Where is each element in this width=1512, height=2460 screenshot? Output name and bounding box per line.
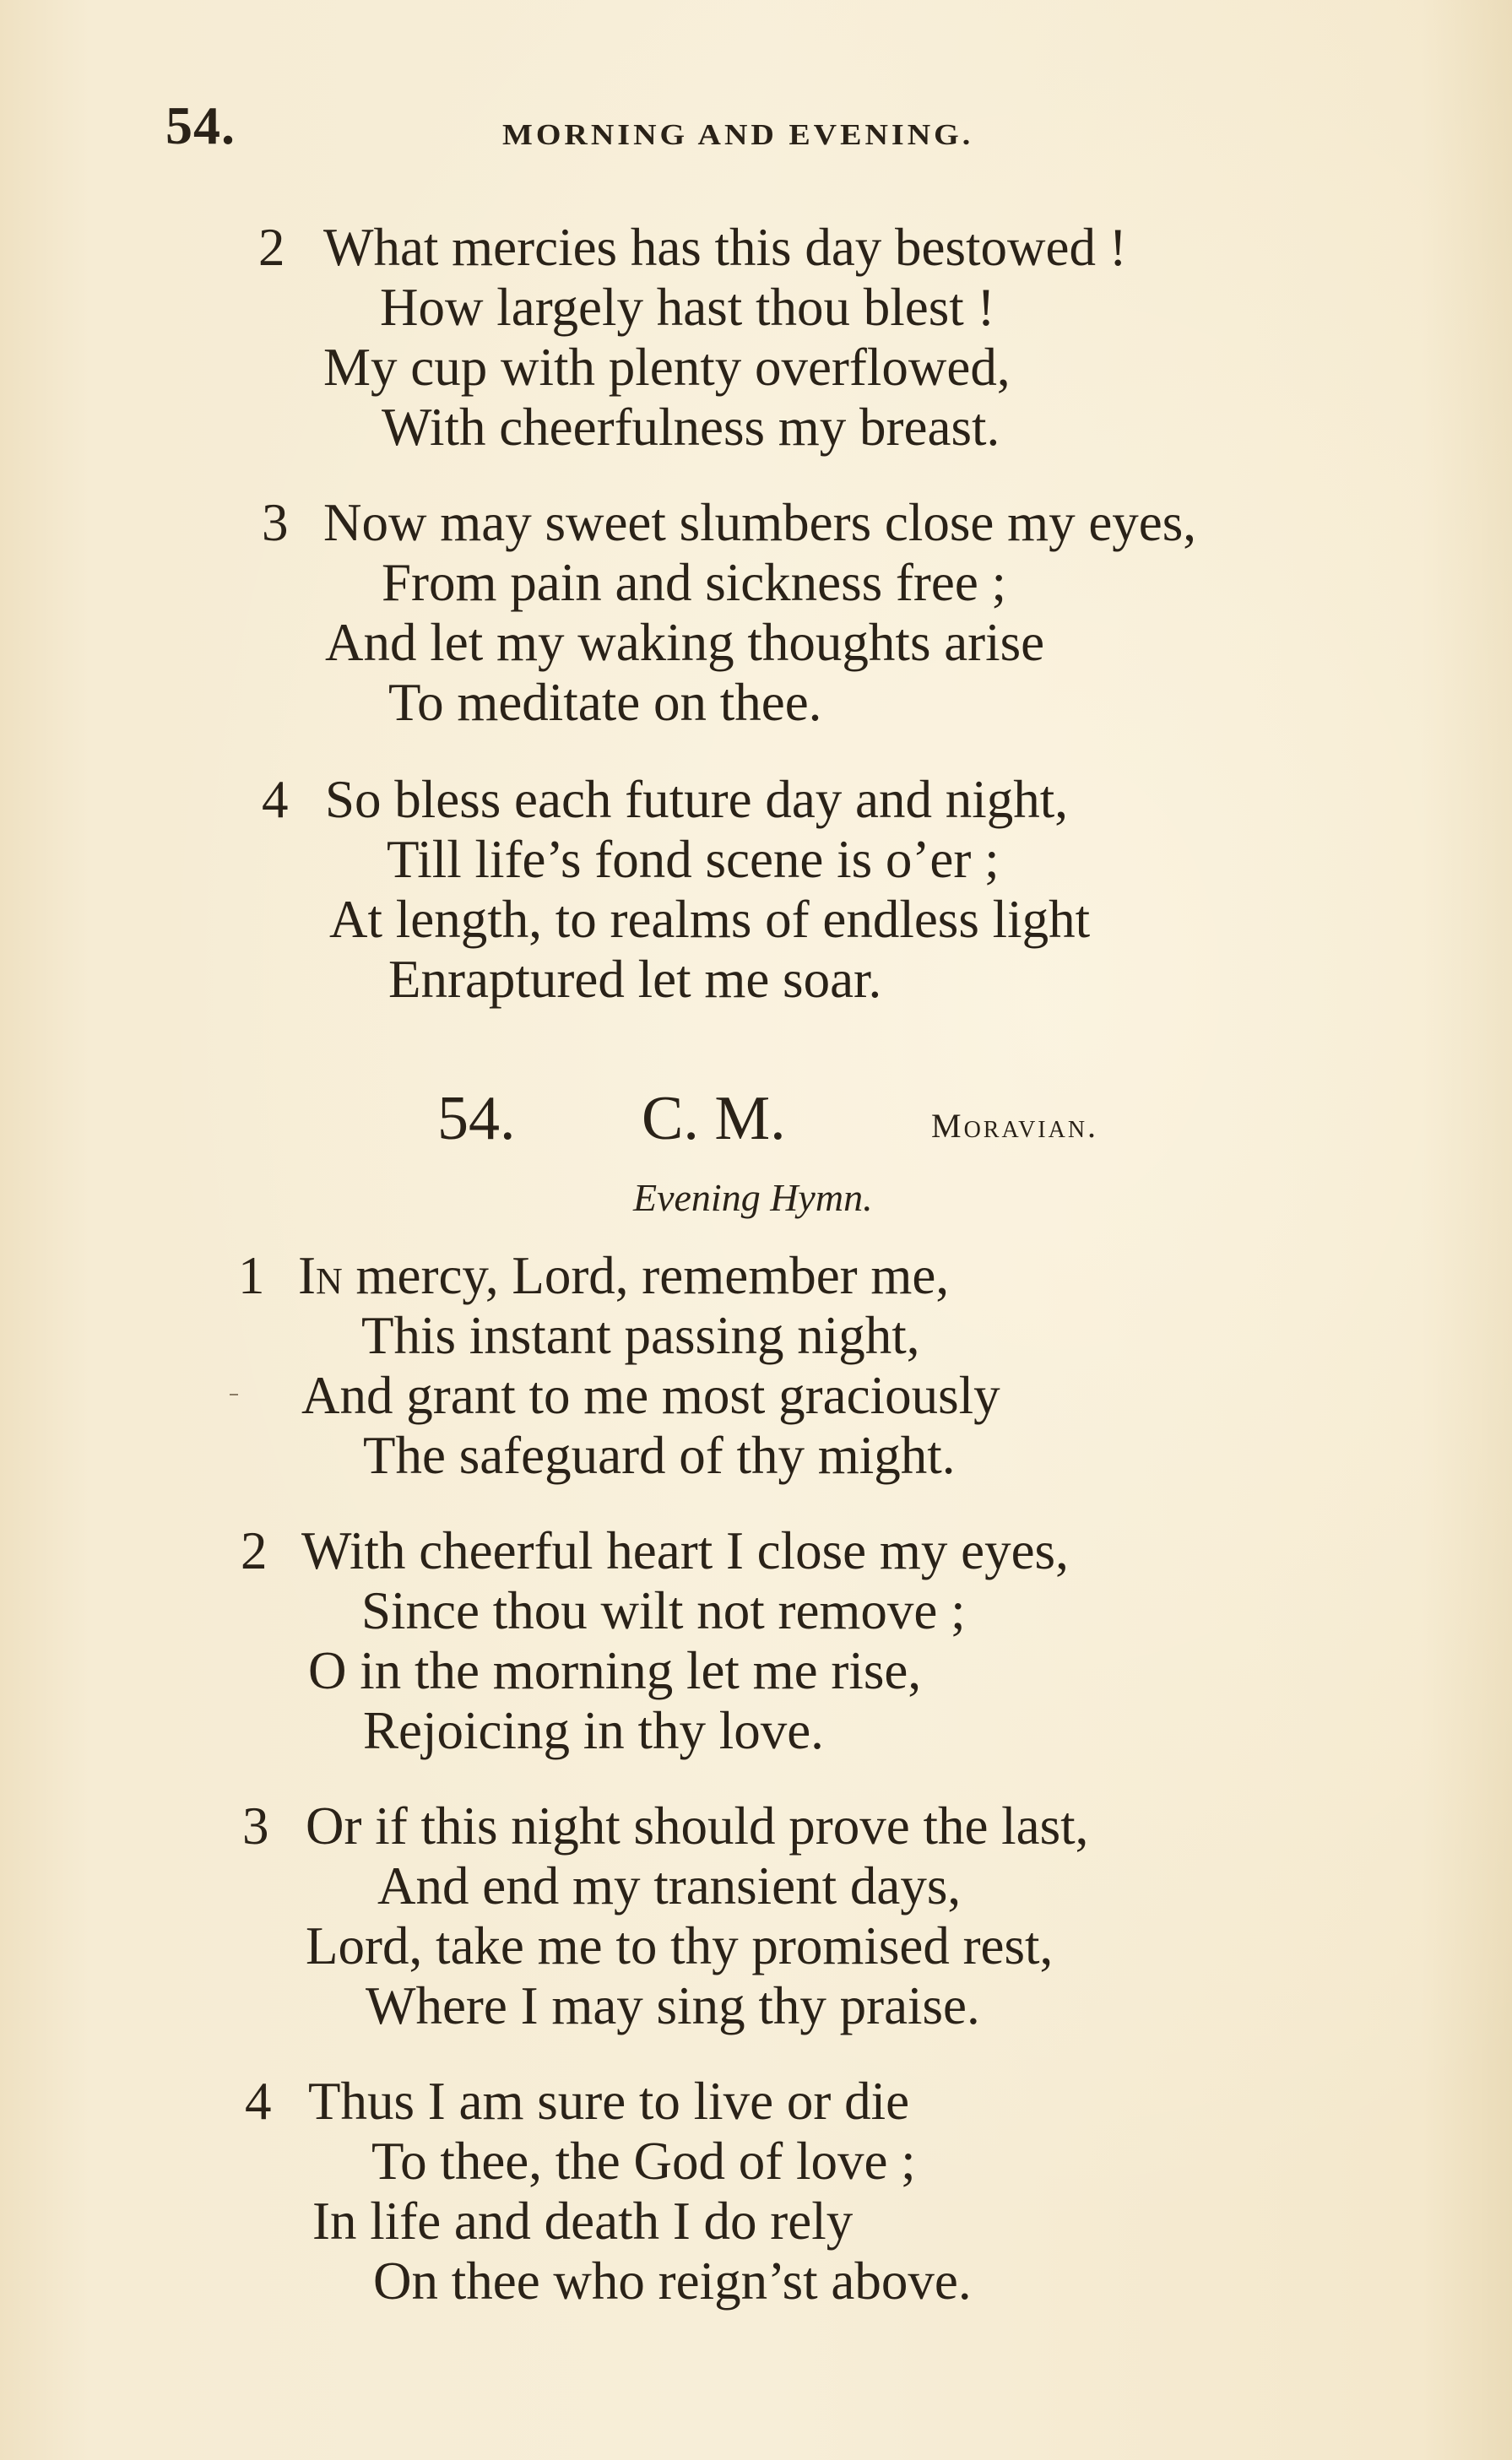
verse-number: 2 <box>241 1521 268 1580</box>
verse-line: So bless each future day and night, <box>325 770 1069 829</box>
verse-line: Enraptured let me soar. <box>388 950 882 1009</box>
verse-line: To meditate on thee. <box>388 673 822 732</box>
verse-line: On thee who reign’st above. <box>373 2251 972 2311</box>
verse-first-word: In <box>298 1246 343 1305</box>
verse-number: 1 <box>238 1246 265 1305</box>
verse-line: With cheerfulness my breast. <box>382 398 1000 457</box>
verse-line: Where I may sing thy praise. <box>366 1976 980 2035</box>
hymn-meter: C. M. <box>642 1084 786 1153</box>
verse-line: How largely hast thou blest ! <box>380 278 995 337</box>
verse-number: 4 <box>262 770 289 829</box>
hymn-tune: Moravian. <box>931 1107 1099 1145</box>
verse-line: What mercies has this day bestowed ! <box>323 218 1127 277</box>
verse-line: From pain and sickness free ; <box>382 553 1007 612</box>
verse-line: To thee, the God of love ; <box>371 2132 916 2191</box>
verse-number: 3 <box>242 1796 269 1856</box>
verse-line: Now may sweet slumbers close my eyes, <box>323 493 1197 552</box>
verse-line: At length, to realms of endless light <box>329 890 1091 949</box>
verse-line: With cheerful heart I close my eyes, <box>301 1521 1069 1580</box>
verse-line-rest: mercy, Lord, remember me, <box>342 1246 950 1305</box>
verse-line: Thus I am sure to live or die <box>308 2072 910 2131</box>
verse-line: And let my waking thoughts arise <box>325 613 1045 672</box>
verse-line: And grant to me most graciously <box>301 1366 1000 1425</box>
verse-line: Rejoicing in thy love. <box>363 1701 824 1760</box>
verse-line: O in the morning let me rise, <box>308 1641 922 1700</box>
page-number: 54. <box>165 95 236 155</box>
running-head: MORNING AND EVENING. <box>502 118 974 152</box>
verse-line: Or if this night should prove the last, <box>306 1796 1089 1856</box>
verse-line: Since thou wilt not remove ; <box>361 1581 966 1640</box>
hymn-number: 54. <box>437 1084 516 1153</box>
verse-line: My cup with plenty overflowed, <box>323 338 1011 397</box>
verse-line: In life and death I do rely <box>312 2192 854 2251</box>
verse-number: 2 <box>258 218 285 277</box>
hymn-title: Evening Hymn. <box>633 1176 873 1219</box>
verse-line <box>298 1246 950 1305</box>
verse-line: The safeguard of thy might. <box>363 1426 956 1485</box>
verse-line: And end my transient days, <box>377 1856 962 1915</box>
verse-number: 3 <box>262 493 289 552</box>
verse-number: 4 <box>245 2072 272 2131</box>
faint-mark <box>230 1394 238 1395</box>
verse-line: Lord, take me to thy promised rest, <box>306 1916 1054 1975</box>
verse-line: This instant passing night, <box>361 1306 920 1365</box>
verse-line: Till life’s fond scene is o’er ; <box>387 830 1000 889</box>
